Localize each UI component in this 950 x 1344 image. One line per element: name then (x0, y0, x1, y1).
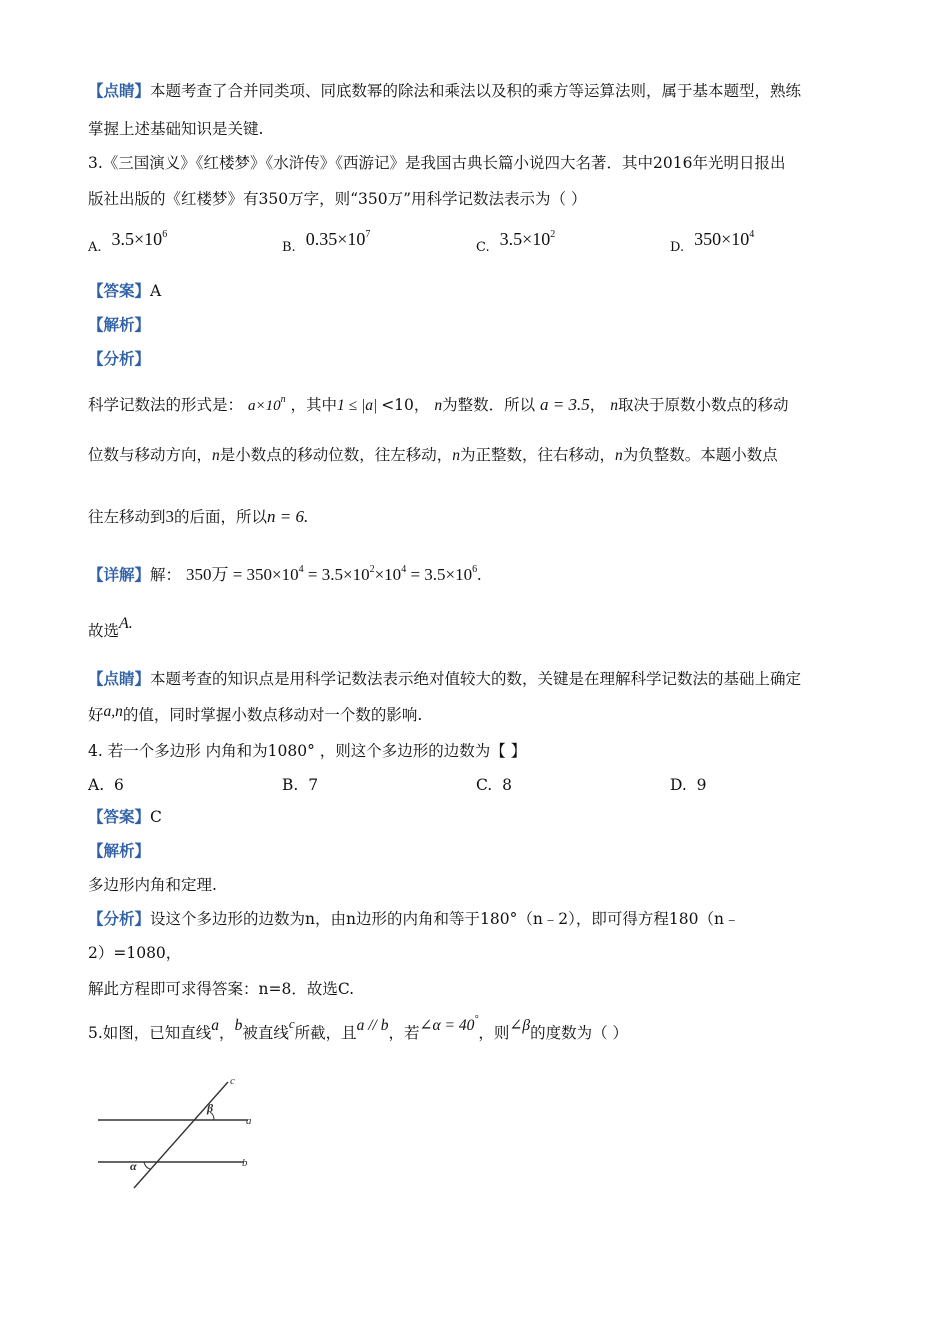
q3-option-c: C. $3.5\times 10^2$ (476, 229, 556, 255)
q2-comment-line2: 掌握上述基础知识是关键. (88, 120, 264, 138)
q3-stem-line2: 版社出版的《红楼梦》有350万字，则“350万”用科学记数法表示为（ ） (88, 190, 587, 208)
q4-stem: 4. 若一个多边形 内角和为1080° ，则这个多边形的边数为【 】 (88, 742, 527, 760)
q3-comment-line2: 好a,n的值，同时掌握小数点移动对一个数的影响. (88, 703, 423, 724)
q4-analysis-tag: 【解析】 (88, 841, 151, 860)
comment-text: 本题考查了合并同类项、同底数幂的除法和乘法以及积的乘方等运算法则，属于基本题型，熟练 (150, 82, 802, 100)
angle-alpha-arc (144, 1162, 150, 1169)
label-alpha: α (130, 1159, 137, 1173)
q4-answer: 【答案】C (88, 807, 162, 826)
q3-option-a: A. $3.5\times 10^6$ (88, 229, 168, 255)
label-a: a (246, 1115, 252, 1127)
q3-fenxi-line1: 科学记数法的形式是： $a\times 10^n$ ，其中1 ≤ |a| <10， n为整数．所以 a = 3.5， n取决于原数小数点的移动 (88, 394, 789, 414)
q4-option-c: C. 8 (476, 776, 512, 794)
q3-analysis-tag: 【解析】 (88, 315, 151, 334)
label-c: c (230, 1075, 235, 1087)
q3-comment-line1: 【点睛】本题考查的知识点是用科学记数法表示绝对值较大的数，关键是在理解科学记数法的基础上确定 (88, 669, 802, 688)
q4-option-d: D. 9 (670, 776, 707, 794)
q3-fenxi-line2: 位数与移动方向，n是小数点的移动位数，往左移动，n为正整数，往右移动，n为负整数。本题小数点 (88, 446, 778, 464)
q4-analysis-text: 多边形内角和定理. (88, 876, 217, 894)
line-c (134, 1082, 228, 1188)
q2-comment-line1 (88, 80, 801, 102)
q3-option-d: D. $350\times 10^4$ (670, 229, 755, 255)
q5-stem: 5.如图，已知直线a，b被直线$^c$所截，且a // b，若∠α = 40°，则∠β的度数为（ ） (88, 1014, 629, 1042)
q3-stem-line1: 3.《三国演义》《红楼梦》《水浒传》《西游记》是我国古典长篇小说四大名著．其中2016年光明日报出 (88, 154, 786, 172)
label-b: b (242, 1157, 248, 1169)
label-beta: β (207, 1101, 214, 1115)
q4-option-b: B. 7 (282, 776, 319, 794)
q5-figure (90, 1074, 270, 1194)
q3-detail: 【详解】解： 350万 = $350\times 10^4 = 3.5\times 10^2\times 10^4 = 3.5\times 10^6$. (88, 564, 482, 584)
q4-fenxi-line3: 解此方程即可求得答案：n=8．故选C. (88, 980, 355, 998)
q3-fenxi-tag: 【分析】 (88, 349, 151, 368)
q3-answer: 【答案】A (88, 281, 162, 300)
q4-fenxi-line2: 2）=1080， (88, 944, 182, 962)
q4-fenxi-line1: 【分析】设这个多边形的边数为n，由n边形的内角和等于180°（n﹣2），即可得方程180（n﹣ (88, 909, 740, 928)
q3-option-b: B. $0.35\times 10^7$ (282, 229, 371, 255)
q4-option-a: A. 6 (88, 776, 124, 794)
q3-choose: 故选A. (88, 615, 133, 640)
comment-tag: 【点睛】 (88, 81, 151, 100)
q3-fenxi-line3: 往左移动到3的后面，所以n = 6. (88, 507, 309, 526)
